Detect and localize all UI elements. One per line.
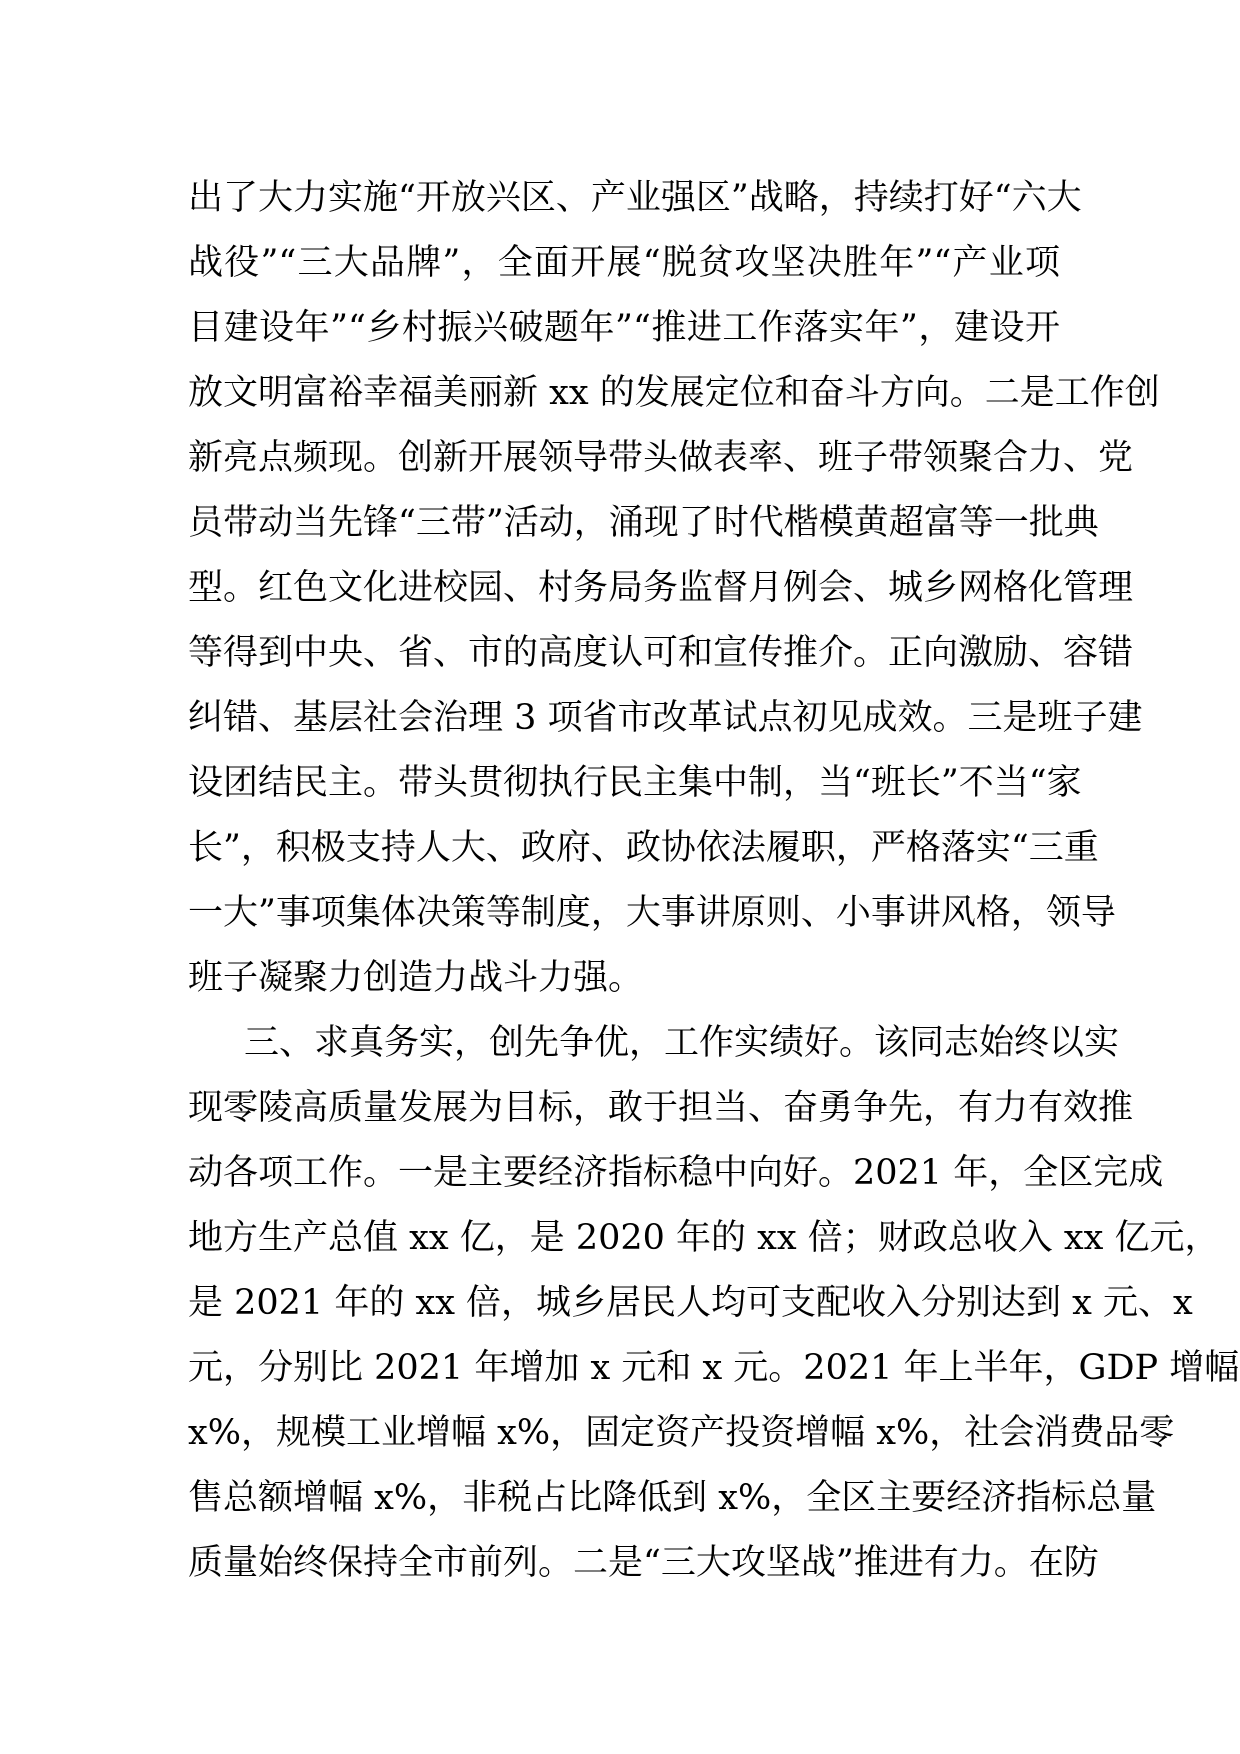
text-line: 放文明富裕幸福美丽新 xx 的发展定位和奋斗方向。二是工作创	[188, 373, 1160, 413]
text-line: 型。红色文化进校园、村务局务监督月例会、城乡网格化管理	[188, 568, 1134, 608]
text-line: 员带动当先锋“三带”活动，涌现了时代楷模黄超富等一批典	[188, 503, 1099, 543]
text-line: 目建设年”“乡村振兴破题年”“推进工作落实年”，建设开	[188, 308, 1060, 348]
text-line: 班子凝聚力创造力战斗力强。	[188, 958, 644, 998]
text-line: 现零陵高质量发展为目标，敢于担当、奋勇争先，有力有效推	[188, 1088, 1134, 1128]
text-line: 元，分别比 2021 年增加 x 元和 x 元。2021 年上半年，GDP 增幅	[188, 1348, 1240, 1388]
text-line: 三、求真务实，创先争优，工作实绩好。该同志始终以实	[244, 1023, 1120, 1063]
text-line: 质量始终保持全市前列。二是“三大攻坚战”推进有力。在防	[188, 1543, 1099, 1583]
text-line: 动各项工作。一是主要经济指标稳中向好。2021 年，全区完成	[188, 1153, 1164, 1193]
text-line: 地方生产总值 xx 亿，是 2020 年的 xx 倍；财政总收入 xx 亿元，	[188, 1218, 1220, 1258]
text-line: 新亮点频现。创新开展领导带头做表率、班子带领聚合力、党	[188, 438, 1134, 478]
text-line: 售总额增幅 x%，非税占比降低到 x%，全区主要经济指标总量	[188, 1478, 1157, 1518]
paragraph-2	[188, 1011, 1240, 1596]
text-line: 是 2021 年的 xx 倍，城乡居民人均可支配收入分别达到 x 元、x	[188, 1283, 1193, 1323]
document-body	[188, 166, 1240, 1596]
text-line: 长”，积极支持人大、政府、政协依法履职，严格落实“三重	[188, 828, 1099, 868]
paragraph-1	[188, 166, 1160, 1011]
text-line: 出了大力实施“开放兴区、产业强区”战略，持续打好“六大	[188, 178, 1082, 218]
text-line: 纠错、基层社会治理 3 项省市改革试点初见成效。三是班子建	[188, 698, 1143, 738]
text-line: x%，规模工业增幅 x%，固定资产投资增幅 x%，社会消费品零	[188, 1413, 1175, 1453]
text-line: 一大”事项集体决策等制度，大事讲原则、小事讲风格，领导	[188, 893, 1116, 933]
text-line: 设团结民主。带头贯彻执行民主集中制，当“班长”不当“家	[188, 763, 1082, 803]
text-line: 等得到中央、省、市的高度认可和宣传推介。正向激励、容错	[188, 633, 1134, 673]
text-line: 战役”“三大品牌”，全面开展“脱贫攻坚决胜年”“产业项	[188, 243, 1060, 283]
